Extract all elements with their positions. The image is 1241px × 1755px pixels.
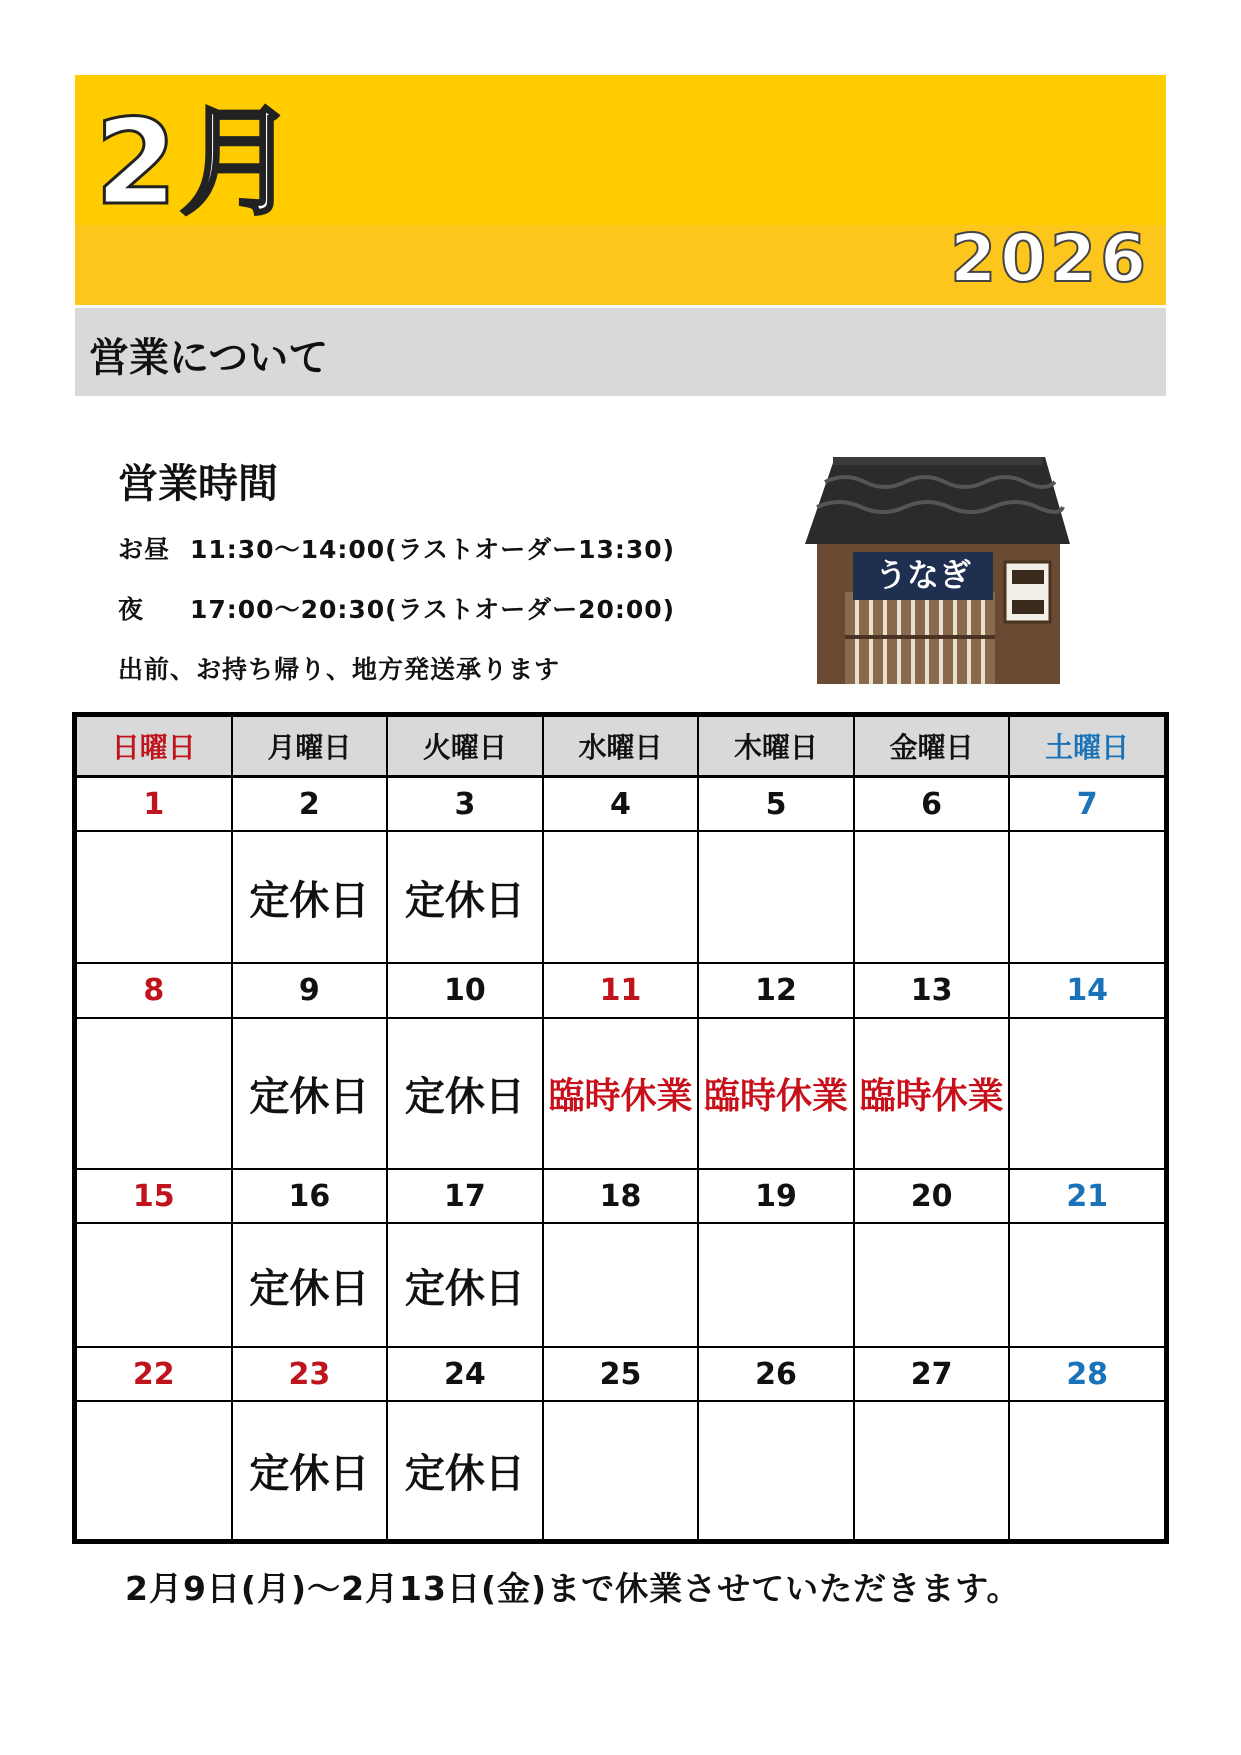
eel-shop-illustration <box>805 452 1070 684</box>
weekday-header <box>76 716 1165 777</box>
date-cell: 5 <box>698 777 854 832</box>
regular-holiday-cell: 定休日 <box>387 1401 543 1540</box>
week-note-row <box>76 1223 1165 1347</box>
date-cell: 8 <box>76 963 232 1017</box>
temporary-closure-cell: 臨時休業 <box>543 1018 699 1170</box>
week-note-row <box>76 831 1165 963</box>
date-cell: 24 <box>387 1347 543 1401</box>
date-cell: 17 <box>387 1169 543 1223</box>
dinner-label: 夜 <box>118 595 145 624</box>
calendar-body <box>76 777 1165 1541</box>
week-note-row <box>76 1401 1165 1540</box>
day-note-cell <box>76 831 232 963</box>
weekday-tue: 火曜日 <box>387 716 543 777</box>
date-cell: 2 <box>232 777 388 832</box>
date-cell: 28 <box>1009 1347 1165 1401</box>
regular-holiday-cell: 定休日 <box>387 1223 543 1347</box>
date-cell: 15 <box>76 1169 232 1223</box>
date-cell: 7 <box>1009 777 1165 832</box>
calendar-table <box>75 715 1166 1541</box>
date-cell: 21 <box>1009 1169 1165 1223</box>
section-title: 営業について <box>89 335 329 381</box>
date-cell: 19 <box>698 1169 854 1223</box>
day-note-cell <box>76 1401 232 1540</box>
weekday-mon: 月曜日 <box>232 716 388 777</box>
day-note-cell <box>698 831 854 963</box>
day-note-cell <box>76 1223 232 1347</box>
date-cell: 9 <box>232 963 388 1017</box>
regular-holiday-cell: 定休日 <box>232 1401 388 1540</box>
day-note-cell <box>543 1223 699 1347</box>
weekday-wed: 水曜日 <box>543 716 699 777</box>
dinner-time: 17:00～20:30(ラストオーダー20:00) <box>190 595 676 624</box>
day-note-cell <box>854 1223 1010 1347</box>
weekday-thu: 木曜日 <box>698 716 854 777</box>
section-heading <box>75 308 1166 396</box>
day-note-cell <box>1009 1223 1165 1347</box>
weekday-fri: 金曜日 <box>854 716 1010 777</box>
date-cell: 10 <box>387 963 543 1017</box>
day-note-cell <box>854 1401 1010 1540</box>
day-note-cell <box>698 1401 854 1540</box>
date-cell: 11 <box>543 963 699 1017</box>
day-note-cell <box>1009 1018 1165 1170</box>
regular-holiday-cell: 定休日 <box>232 1223 388 1347</box>
closure-notice: 2月9日(月)～2月13日(金)まで休業させていただきます。 <box>125 1569 1021 1608</box>
regular-holiday-cell: 定休日 <box>387 1018 543 1170</box>
date-cell: 22 <box>76 1347 232 1401</box>
date-cell: 25 <box>543 1347 699 1401</box>
day-note-cell <box>854 831 1010 963</box>
month-title: 2月 <box>95 93 300 231</box>
weekday-sat: 土曜日 <box>1009 716 1165 777</box>
year-label: 2026 <box>950 220 1150 297</box>
date-cell: 12 <box>698 963 854 1017</box>
lunch-label: お昼 <box>118 535 171 564</box>
date-cell: 14 <box>1009 963 1165 1017</box>
day-note-cell <box>543 1401 699 1540</box>
date-cell: 3 <box>387 777 543 832</box>
date-cell: 26 <box>698 1347 854 1401</box>
week-note-row <box>76 1018 1165 1170</box>
regular-holiday-cell: 定休日 <box>387 831 543 963</box>
day-note-cell <box>543 831 699 963</box>
day-note-cell <box>1009 831 1165 963</box>
day-note-cell <box>1009 1401 1165 1540</box>
date-cell: 27 <box>854 1347 1010 1401</box>
dinner-hours <box>118 590 675 626</box>
date-cell: 16 <box>232 1169 388 1223</box>
date-cell: 4 <box>543 777 699 832</box>
month-header <box>75 75 1166 305</box>
date-cell: 18 <box>543 1169 699 1223</box>
date-cell: 6 <box>854 777 1010 832</box>
week-date-row <box>76 1169 1165 1223</box>
date-cell: 23 <box>232 1347 388 1401</box>
day-note-cell <box>76 1018 232 1170</box>
date-cell: 13 <box>854 963 1010 1017</box>
hours-title: 営業時間 <box>118 461 278 507</box>
week-date-row <box>76 963 1165 1017</box>
lunch-time: 11:30～14:00(ラストオーダー13:30) <box>190 535 676 564</box>
weekday-sun: 日曜日 <box>76 716 232 777</box>
temporary-closure-cell: 臨時休業 <box>698 1018 854 1170</box>
temporary-closure-cell: 臨時休業 <box>854 1018 1010 1170</box>
date-cell: 1 <box>76 777 232 832</box>
day-note-cell <box>698 1223 854 1347</box>
date-cell: 20 <box>854 1169 1010 1223</box>
lunch-hours <box>118 530 675 566</box>
week-date-row <box>76 777 1165 832</box>
week-date-row <box>76 1347 1165 1401</box>
regular-holiday-cell: 定休日 <box>232 1018 388 1170</box>
shop-sign-text: うなぎ <box>874 556 972 594</box>
regular-holiday-cell: 定休日 <box>232 831 388 963</box>
services-text: 出前、お持ち帰り、地方発送承ります <box>118 655 561 684</box>
